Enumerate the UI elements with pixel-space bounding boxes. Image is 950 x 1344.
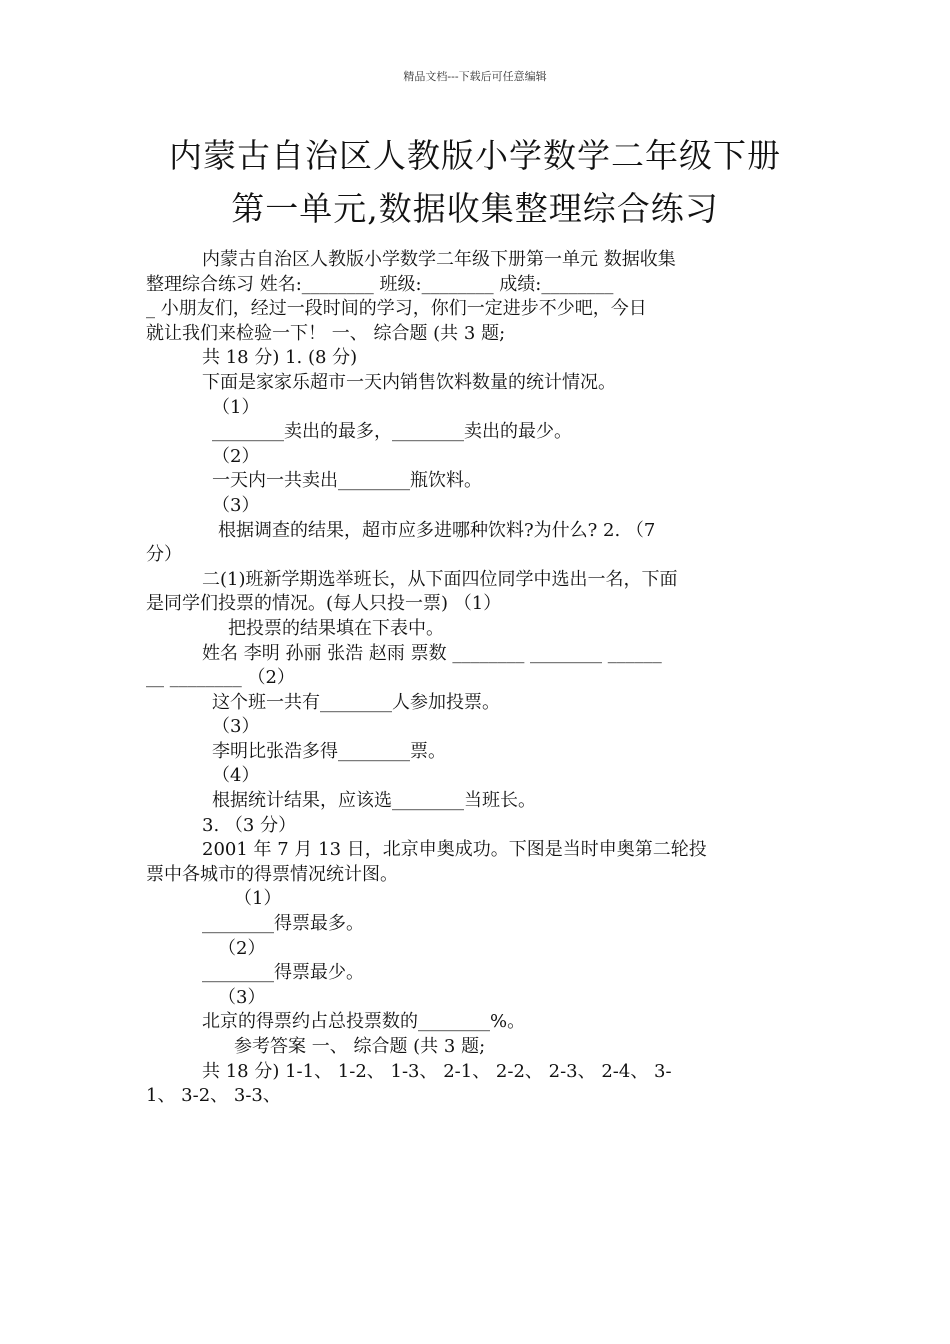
- question-1-sub-2-text: 一天内一共卖出________瓶饮料。: [212, 470, 482, 492]
- question-3-score: 3. （3 分）: [202, 814, 297, 836]
- answer-list: 共 18 分) 1-1、 1-2、 1-3、 2-1、 2-2、 2-3、 2-4、 3-: [202, 1060, 672, 1082]
- question-1-sub-2: （2）: [212, 445, 260, 467]
- question-2-sub-4-text: 根据统计结果，应该选________当班长。: [212, 790, 536, 812]
- question-3-sub-1: （1）: [234, 888, 282, 910]
- intro-line: 整理综合练习 姓名:________ 班级:________ 成绩:________: [146, 273, 614, 295]
- question-3-stem: 2001 年 7 月 13 日，北京申奥成功。下图是当时申奥第二轮投: [202, 839, 707, 861]
- question-2-sub-4: （4）: [212, 765, 260, 787]
- answer-heading: 参考答案 一、 综合题 (共 3 题;: [234, 1036, 486, 1057]
- question-3-sub-2-text: ________得票最少。: [202, 962, 364, 984]
- question-3-sub-1-text: ________得票最多。: [202, 913, 364, 935]
- question-3-sub-3-text: 北京的得票约占总投票数的________%。: [202, 1011, 526, 1033]
- question-2-sub-3-text: 李明比张浩多得________票。: [212, 740, 446, 762]
- question-1-stem: 下面是家家乐超市一天内销售饮料数量的统计情况。: [202, 371, 616, 393]
- question-2-sub-1-text: 把投票的结果填在下表中。: [228, 617, 444, 639]
- intro-line: _ 小朋友们，经过一段时间的学习，你们一定进步不少吧，今日: [146, 298, 647, 320]
- intro-line: 内蒙古自治区人教版小学数学二年级下册第一单元 数据收集: [202, 249, 676, 270]
- question-3-sub-2: （2）: [218, 937, 266, 959]
- header-note: 精品文档---下载后可任意编辑: [403, 70, 547, 83]
- question-1-sub-3: （3）: [212, 494, 260, 516]
- question-2-stem: 二(1)班新学期选举班长，从下面四位同学中选出一名，下面: [202, 568, 678, 590]
- question-2-stem: 是同学们投票的情况。(每人只投一票) （1）: [146, 593, 502, 615]
- vote-table-line: __ ________ （2）: [146, 667, 295, 689]
- question-2-sub-3: （3）: [212, 716, 260, 738]
- question-2-score: 分）: [146, 544, 182, 566]
- intro-line: 就让我们来检验一下！ 一、 综合题 (共 3 题;: [146, 322, 506, 344]
- document-body: [146, 248, 806, 1109]
- question-2-sub-2-text: 这个班一共有________人参加投票。: [212, 691, 500, 713]
- question-1-sub-1-text: ________卖出的最多，________卖出的最少。: [212, 421, 572, 443]
- question-1-sub-3-text: 根据调查的结果，超市应多进哪种饮料?为什么? 2. （7: [218, 519, 656, 541]
- section-line: 共 18 分) 1. (8 分): [202, 347, 358, 369]
- document-title-line-2: 第一单元,数据收集整理综合练习: [231, 189, 719, 228]
- answer-list: 1、 3-2、 3-3、: [146, 1085, 281, 1107]
- question-3-stem: 票中各城市的得票情况统计图。: [146, 863, 398, 885]
- question-3-sub-3: （3）: [218, 986, 266, 1008]
- vote-table-line: 姓名 李明 孙丽 张浩 赵雨 票数 ________ ________ ______: [202, 642, 662, 664]
- document-title-line-1: 内蒙古自治区人教版小学数学二年级下册: [169, 136, 781, 175]
- question-1-sub-1: （1）: [212, 396, 260, 418]
